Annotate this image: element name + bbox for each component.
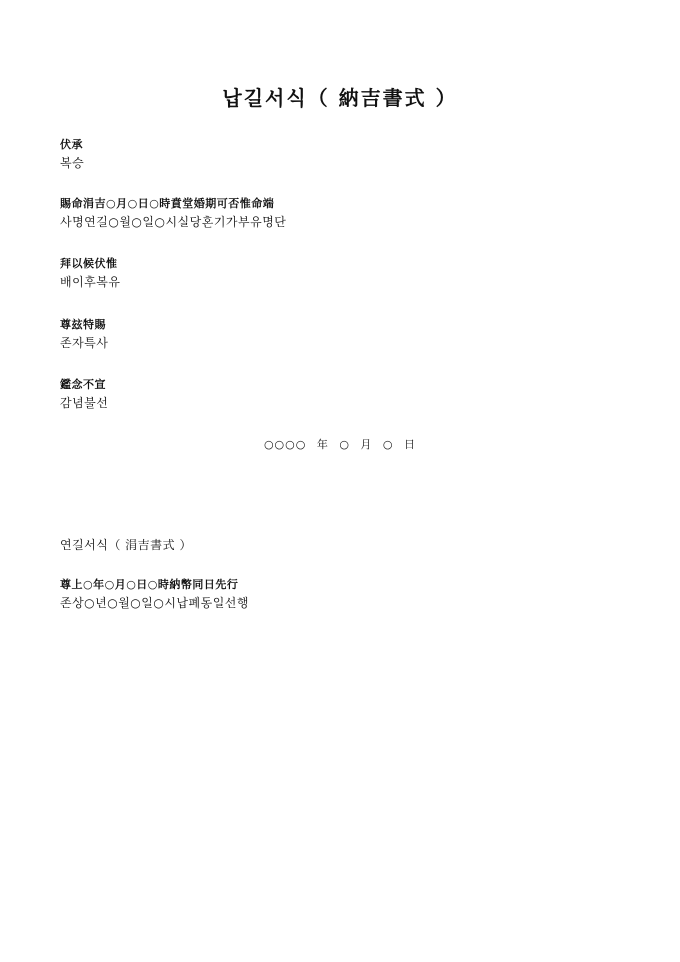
- section-2-hanja: 賜命涓吉○月○日○時賁堂婚期可否惟命端: [60, 197, 275, 210]
- document-title: 납길서식（ 納吉書式 ）: [222, 86, 458, 110]
- section-5-hanja: 鑑念不宣: [60, 378, 106, 391]
- section-3-hanja: 拜以候伏惟: [60, 257, 118, 270]
- section-3: [60, 255, 120, 291]
- section-1: [60, 136, 84, 172]
- section-3-hangul: 배이후복유: [60, 275, 121, 289]
- section-2-hangul: 사명연길○월○일○시실당혼기가부유명단: [60, 215, 287, 229]
- section-1-hangul: 복승: [60, 156, 85, 170]
- section-2: [60, 195, 286, 231]
- section-5-hangul: 감념불선: [60, 396, 109, 410]
- document-subtitle: 연길서식（ 涓吉書式 ）: [60, 538, 192, 552]
- section-4-hangul: 존자특사: [60, 336, 109, 350]
- section-5: [60, 376, 108, 412]
- subsection: [60, 576, 249, 612]
- subsection-hangul: 존상○년○월○일○시납폐동일선행: [60, 596, 249, 610]
- section-4: [60, 316, 108, 352]
- section-1-hanja: 伏承: [60, 138, 83, 151]
- section-4-hanja: 尊玆特賜: [60, 318, 106, 331]
- date-line: ○○○○ 年 ○ 月 ○ 日: [263, 438, 417, 451]
- subsection-hanja: 尊上○年○月○日○時納幣同日先行: [60, 578, 239, 591]
